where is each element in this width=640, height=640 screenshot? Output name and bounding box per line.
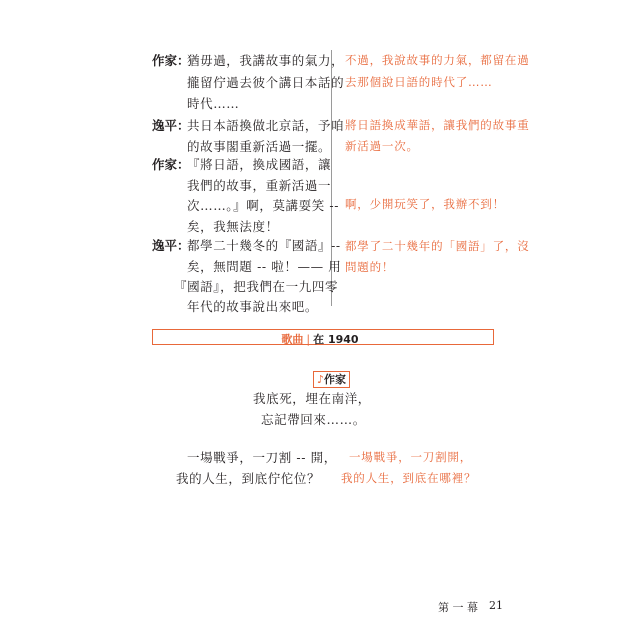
music-note-icon: ♪ [317, 373, 325, 386]
translation-line: 啊，少開玩笑了，我辦不到！ [345, 197, 505, 211]
dialogue-line: 『將日語，換成國語，讓 [187, 157, 332, 172]
dialogue-line: 的故事閣重新活過一擺。 [187, 139, 332, 154]
speaker-name: 逸平 [152, 118, 178, 133]
dialogue-line: 猶毋過，我講故事的氣力， [187, 53, 345, 68]
dialogue-line: 攏留佇過去彼个講日本話的 [187, 75, 345, 90]
speaker-name: 作家 [152, 53, 178, 68]
act-label: 第 一 幕 [438, 601, 478, 614]
lyric-line: 我的人生，到底佇佗位？ [176, 471, 321, 486]
speaker-name: 作家 [152, 157, 178, 172]
translation-line: 新活過一次。 [345, 139, 419, 153]
speaker-colon: ： [177, 53, 190, 68]
page-number: 21 [489, 599, 503, 612]
speaker-colon: ： [177, 157, 190, 172]
dialogue-line: 『國語』，把我們在一九四零 [174, 279, 339, 294]
dialogue-line: 矣，無問題 -- 啦！—— 用 [187, 259, 342, 274]
dialogue-line: 我們的故事，重新活過一 [187, 178, 332, 193]
lyric-line: 我底死，埋在南洋， [253, 391, 371, 406]
dialogue-line: 年代的故事說出來吧。 [187, 299, 319, 314]
dialogue-line: 時代…… [187, 96, 240, 111]
lyric-translation-line: 我的人生，到底在哪裡？ [341, 471, 477, 485]
translation-line: 去那個說日語的時代了…… [345, 75, 493, 89]
song-location: 在 1940 [313, 333, 359, 346]
translation-line: 將日語換成華語，讓我們的故事重 [345, 118, 530, 132]
speaker-colon: ： [177, 238, 190, 253]
translation-line: 問題的！ [345, 260, 395, 274]
song-label: 歌曲 [281, 333, 304, 346]
speaker-name: 逸平 [152, 238, 178, 253]
lyric-line: 忘記帶回來……。 [261, 412, 366, 427]
song-header [0, 331, 640, 347]
singer-tag [313, 371, 350, 388]
lyric-translation-line: 一場戰爭，一刀割開， [349, 450, 472, 464]
song-separator: | [306, 333, 311, 346]
speaker-colon: ： [177, 118, 190, 133]
singer-name: 作家 [324, 373, 347, 386]
translation-line: 不過，我說故事的力氣，都留在過 [345, 53, 530, 67]
dialogue-line: 矣，我無法度！ [187, 219, 279, 234]
translation-line: 都學了二十幾年的「國語」了，沒 [345, 239, 530, 253]
dialogue-line: 都學二十幾冬的『國語』-- [187, 238, 341, 253]
dialogue-line: 共日本語換做北京話，予咱 [187, 118, 345, 133]
dialogue-line: 次……。』啊，莫講耍笑 -- [187, 198, 340, 213]
lyric-line: 一場戰爭，一刀割 -- 開， [187, 450, 337, 465]
